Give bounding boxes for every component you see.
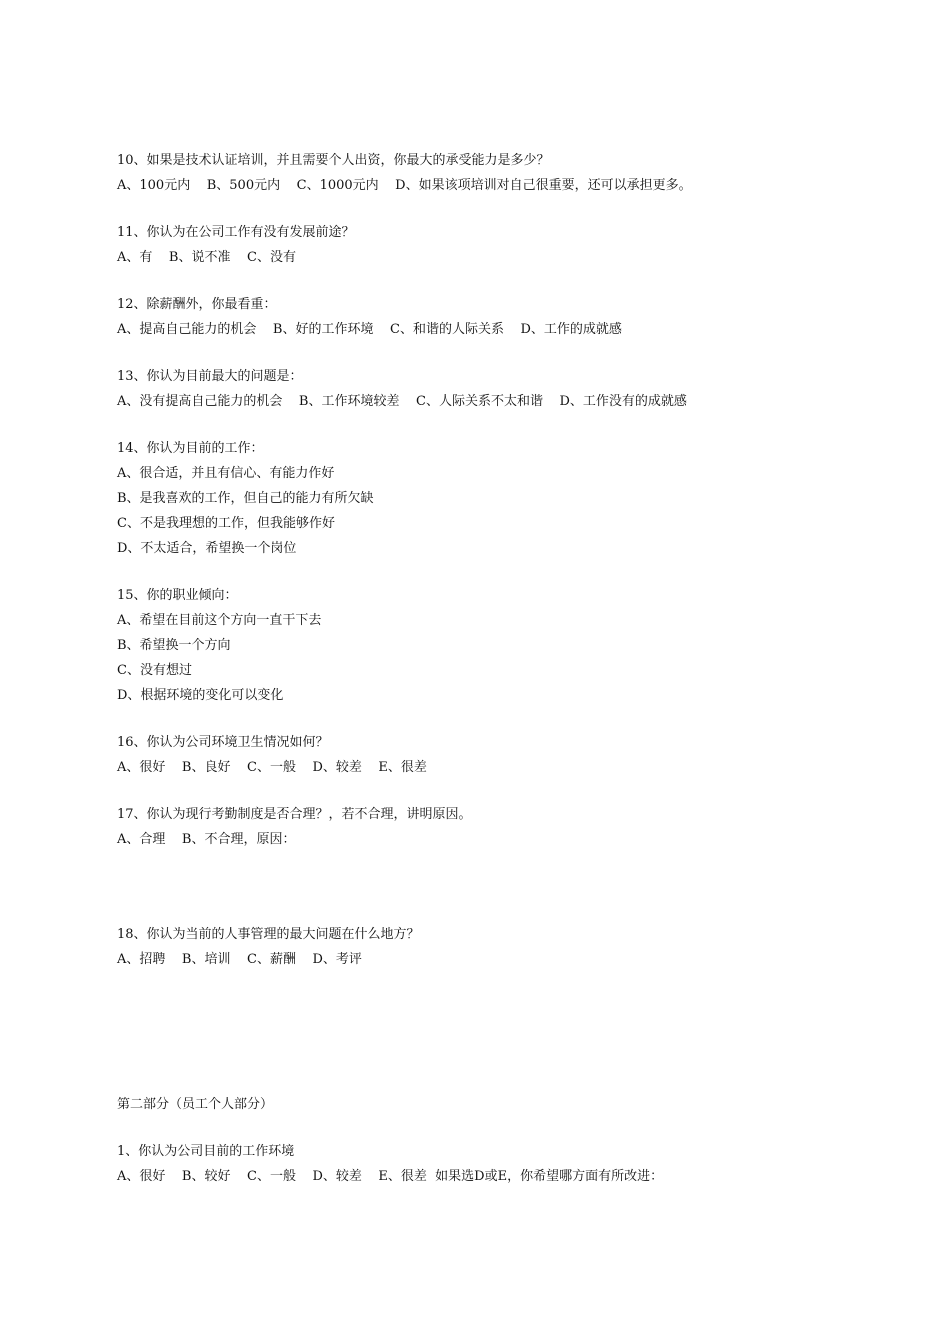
question-18: [117, 922, 897, 972]
question-text: 17、你认为现行考勤制度是否合理？，若不合理，讲明原因。: [117, 807, 472, 822]
answer-options: A、很好 B、较好 C、一般 D、较差 E、很差 如果选D或E，你希望哪方面有所改进：: [117, 1169, 664, 1184]
question-17: [117, 802, 897, 852]
part-two-section: [117, 1092, 897, 1189]
answer-options: A、没有提高自己能力的机会 B、工作环境较差 C、人际关系不太和谐 D、工作没有的成就感: [117, 394, 687, 409]
answer-option: A、很合适，并且有信心、有能力作好: [117, 466, 335, 481]
question-text: 12、除薪酬外，你最看重：: [117, 297, 277, 312]
section-heading: 第二部分（员工个人部分）: [117, 1097, 274, 1112]
question-10: [117, 148, 897, 198]
answer-options: A、100元内 B、500元内 C、1000元内 D、如果该项培训对自己很重要，还可以承担更多。: [117, 178, 692, 193]
answer-option: D、不太适合，希望换一个岗位: [117, 541, 297, 556]
answer-options: A、提高自己能力的机会 B、好的工作环境 C、和谐的人际关系 D、工作的成就感: [117, 322, 622, 337]
question-text: 18、你认为当前的人事管理的最大问题在什么地方？: [117, 927, 420, 942]
question-text: 13、你认为目前最大的问题是：: [117, 369, 303, 384]
answer-option: A、希望在目前这个方向一直干下去: [117, 613, 322, 628]
question-text: 1、你认为公司目前的工作环境: [117, 1144, 295, 1159]
answer-options: A、招聘 B、培训 C、薪酬 D、考评: [117, 952, 362, 967]
question-text: 11、你认为在公司工作有没有发展前途？: [117, 225, 355, 240]
question-text: 16、你认为公司环境卫生情况如何？: [117, 735, 329, 750]
question-12: [117, 292, 897, 342]
question-15: [117, 583, 897, 708]
question-text: 14、你认为目前的工作：: [117, 441, 264, 456]
answer-option: C、没有想过: [117, 663, 192, 678]
answer-options: A、很好 B、良好 C、一般 D、较差 E、很差: [117, 760, 427, 775]
answer-option: B、希望换一个方向: [117, 638, 231, 653]
question-text: 15、你的职业倾向：: [117, 588, 238, 603]
questionnaire: [117, 148, 897, 1189]
question-13: [117, 364, 897, 414]
question-14: [117, 436, 897, 561]
question-16: [117, 730, 897, 780]
answer-option: D、根据环境的变化可以变化: [117, 688, 284, 703]
answer-option: C、不是我理想的工作，但我能够作好: [117, 516, 335, 531]
part-two-question-1: [117, 1139, 897, 1189]
answer-options: A、合理 B、不合理，原因：: [117, 832, 296, 847]
answer-options: A、有 B、说不准 C、没有: [117, 250, 296, 265]
question-11: [117, 220, 897, 270]
question-text: 10、如果是技术认证培训，并且需要个人出资，你最大的承受能力是多少？: [117, 153, 550, 168]
answer-option: B、是我喜欢的工作，但自己的能力有所欠缺: [117, 491, 374, 506]
